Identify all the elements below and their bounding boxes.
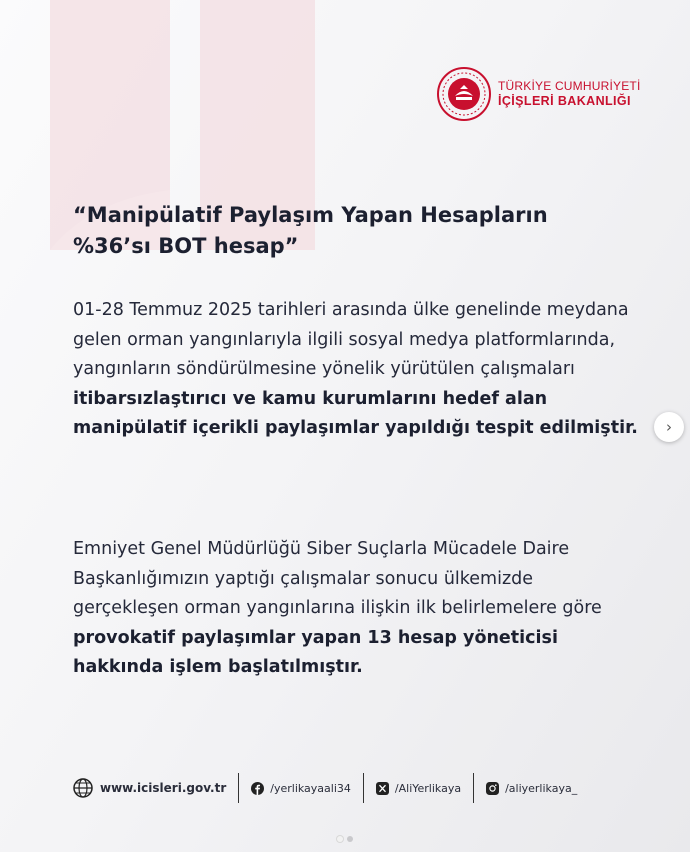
next-slide-button[interactable]	[654, 412, 684, 442]
footer-x[interactable]	[376, 782, 461, 795]
carousel-dot-2[interactable]	[347, 836, 353, 842]
logo-line2: İÇİŞLERİ BAKANLIĞI	[498, 94, 631, 108]
x-icon	[376, 782, 389, 795]
facebook-handle[interactable]: /yerlikayaali34	[270, 781, 351, 795]
globe-icon	[72, 777, 94, 799]
paragraph-2-normal: Emniyet Genel Müdürlüğü Siber Suçlarla Mücadele Daire Başkanlığımızın yaptığı çalışmalar sonucu ülkemizde gerçekleşen orman yangınlarına ilişkin ilk belirlemelere göre	[73, 539, 602, 618]
carousel-indicator	[337, 836, 353, 842]
paragraph-1-normal: 01-28 Temmuz 2025 tarihleri arasında ülke genelinde meydana gelen orman yangınlarıyla ilgili sosyal medya platformlarında, yangınların söndürülmesine yönelik yürütülen çalışmaları	[73, 300, 629, 379]
footer-divider	[238, 773, 239, 803]
x-handle[interactable]: /AliYerlikaya	[394, 781, 462, 795]
ministry-emblem-icon	[436, 66, 492, 122]
website-link[interactable]: www.icisleri.gov.tr	[100, 781, 227, 795]
paragraph-2	[73, 535, 643, 683]
paragraph-2-bold: provokatif paylaşımlar yapan 13 hesap yöneticisi hakkında işlem başlatılmıştır.	[73, 627, 558, 677]
instagram-icon	[486, 782, 499, 795]
instagram-handle[interactable]: /aliyerlikaya_	[505, 781, 578, 795]
footer-divider	[473, 773, 474, 803]
footer-links	[72, 772, 577, 804]
footer-website[interactable]	[72, 777, 226, 799]
footer-facebook[interactable]	[251, 782, 351, 795]
ministry-logo	[436, 66, 640, 122]
chevron-right-icon: ›	[666, 418, 672, 436]
paragraph-1	[73, 296, 643, 444]
headline-line2: %36’sı BOT hesap”	[73, 234, 299, 258]
carousel-dot-1[interactable]	[337, 836, 343, 842]
facebook-icon	[251, 782, 264, 795]
headline-line1: “Manipülatif Paylaşım Yapan Hesapların	[73, 203, 548, 227]
footer-instagram[interactable]	[486, 782, 577, 795]
paragraph-1-bold: itibarsızlaştırıcı ve kamu kurumlarını hedef alan manipülatif içerikli paylaşımlar yapıldığı tespit edilmiştir.	[73, 388, 638, 438]
logo-line1: TÜRKİYE CUMHURİYETİ	[498, 79, 641, 93]
footer-divider	[363, 773, 364, 803]
headline	[73, 200, 633, 262]
